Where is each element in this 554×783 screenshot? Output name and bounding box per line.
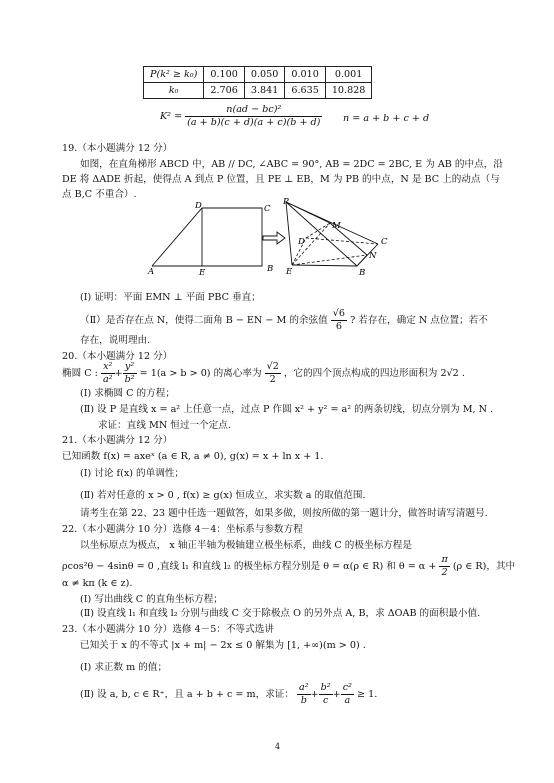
y-term-fraction <box>123 361 137 386</box>
q19-part2-text: （Ⅱ）是否存在点 N，使得二面角 B − EN − M 的余弦值 <box>80 314 328 326</box>
label-E-folded: E <box>286 267 293 277</box>
q19-figures <box>140 198 540 280</box>
cosine-fraction <box>331 308 347 333</box>
q21-heading: 21.（本小题满分 12 分） <box>62 435 173 446</box>
table-cell: 6.635 <box>285 83 325 99</box>
term-a-fraction <box>297 682 311 707</box>
table-cell: 10.828 <box>325 83 372 99</box>
formula-numerator: n(ad − bc)² <box>185 104 322 117</box>
eccentricity-den: 2 <box>269 373 276 385</box>
term-c-den: a <box>344 694 351 706</box>
q20-stem: 椭圆 C : $\frac{\text{x²}}{\text{a²}}$ + $\frac{\text{y²}}{\text{b²}}$ = 1(a > b > 0) 的离心率为 $\frac{√2}{2}$ ，它的四个顶点构成的四边形面积为 2√2 . <box>62 361 465 385</box>
q23-part2-tail: ≥ 1. <box>357 688 378 700</box>
q22-stem-line3: α ≠ kπ (k ∈ z). <box>62 578 133 589</box>
q19-part1: (Ⅰ) 证明：平面 EMN ⊥ 平面 PBC 垂直； <box>80 292 261 303</box>
q22-stem-text: ρcos²θ − 4sinθ = 0 ,直线 l₁ 和直线 l₂ 的极坐标方程分别是 θ = α(ρ ∈ R) 和 θ = α + <box>62 560 437 572</box>
q21-stem: 已知函数 f(x) = axeˣ (a ∈ R, a ≠ 0), g(x) = x + ln x + 1. <box>62 451 324 462</box>
q23-stem: 已知关于 x 的不等式 |x + m| − 2x ≤ 0 解集为 [1, +∞)(m > 0) . <box>80 640 366 651</box>
label-M: M <box>332 221 341 231</box>
n-definition: n = a + b + c + d <box>343 113 430 124</box>
x-term-den: a² <box>102 373 113 385</box>
q20-stem-text: 椭圆 C : <box>62 367 98 379</box>
q21-part2: (Ⅱ) 若对任意的 x > 0 , f(x) ≥ g(x) 恒成立，求实数 a 的取值范围. <box>80 490 366 501</box>
q20-part2-cont: 求证：直线 MN 恒过一个定点. <box>98 420 231 431</box>
q19-part2 <box>80 308 488 333</box>
q22-heading: 22.（本小题满分 10 分）选修 4－4：坐标系与参数方程 <box>62 524 303 535</box>
formula-fraction <box>185 104 322 129</box>
term-a-num: a² <box>299 682 309 693</box>
y-term-num: y² <box>123 361 137 374</box>
q21-part1: (Ⅰ) 讨论 f(x) 的单调性； <box>80 468 185 479</box>
cosine-denominator: 6 <box>335 320 342 332</box>
label-D-folded: D <box>298 237 305 247</box>
label-D: D <box>195 201 202 211</box>
q19-stem-line2: DE 将 ΔADE 折起，使得点 A 到点 P 位置，且 PE ⊥ EB，M 为 PB 的中点，N 是 BC 上的动点（与 <box>62 174 500 185</box>
q20-heading: 20.（本小题满分 12 分） <box>62 351 173 362</box>
page-number: 4 <box>275 742 281 751</box>
table-cell: 3.841 <box>244 83 284 99</box>
eccentricity-num: √2 <box>266 361 279 372</box>
term-b-den: c <box>322 694 329 706</box>
q22-stem-line2 <box>62 554 515 579</box>
table-row <box>144 67 372 83</box>
k-squared-formula <box>160 104 322 129</box>
x-term-fraction <box>101 361 115 386</box>
label-B-folded: B <box>359 268 366 278</box>
term-c-num: c² <box>342 682 352 693</box>
table-cell: 0.001 <box>325 67 372 83</box>
q19-heading: 19.（本小题满分 12 分） <box>62 143 173 154</box>
table-cell: 0.010 <box>285 67 325 83</box>
y-term-den: b² <box>124 373 135 385</box>
choose-question-note: 请考生在第 22、23 题中任选一题做答，如果多做，则按所做的第一题计分，做答时请写清题号. <box>80 508 488 519</box>
pi-half-num: π <box>441 554 448 565</box>
q20-stem-tail: ，它的四个顶点构成的四边形面积为 2√2 . <box>283 367 465 379</box>
label-P: P <box>283 198 289 207</box>
trapezoid-figure <box>152 208 262 266</box>
cosine-numerator: √6 <box>332 308 345 319</box>
table-cell: 0.100 <box>204 67 244 83</box>
q23-part2: (Ⅱ) 设 a, b, c ∈ R⁺，且 a + b + c = m，求证： $\frac{\text{a²}}{b}$ + $\frac{\text{b²}}{c}$ + $\frac{\text{c²}}{a}$ ≥ 1. <box>80 682 378 706</box>
q22-stem-tail: (ρ ∈ R)，其中 <box>452 560 516 572</box>
eccentricity-fraction <box>265 361 281 386</box>
table-cell: k₀ <box>144 83 204 99</box>
label-A: A <box>148 267 155 277</box>
label-C-folded: C <box>381 237 388 247</box>
q20-stem-mid: = 1(a > b > 0) 的离心率为 <box>139 367 262 379</box>
label-N: N <box>369 251 377 261</box>
table-cell: 2.706 <box>204 83 244 99</box>
term-a-den: b <box>300 694 307 706</box>
q23-heading: 23.（本小题满分 10 分）选修 4－5：不等式选讲 <box>62 624 274 635</box>
q19-stem-line3: 点 B,C 不重合）. <box>62 189 137 200</box>
q19-part2-tail: ? 若存在，确定 N 点位置；若不 <box>350 314 488 326</box>
q23-part1: (Ⅰ) 求正数 m 的值； <box>80 662 168 673</box>
arrow-icon <box>263 232 285 244</box>
table-cell: P(k² ≥ k₀) <box>144 67 204 83</box>
term-b-num: b² <box>320 682 331 693</box>
formula-denominator: (a + b)(c + d)(a + c)(b + d) <box>187 116 321 128</box>
pi-half-den: 2 <box>441 566 448 578</box>
term-b-fraction <box>319 682 333 707</box>
critical-value-table <box>143 66 372 99</box>
x-term-num: x² <box>101 361 115 374</box>
label-B: B <box>267 264 274 274</box>
q22-part2: (Ⅱ) 设直线 l₁ 和直线 l₂ 分别与曲线 C 交于除极点 O 的另外点 A, B，求 ΔOAB 的面积最小值. <box>80 608 481 619</box>
q23-part2-text: (Ⅱ) 设 a, b, c ∈ R⁺，且 a + b + c = m，求证： <box>80 688 294 700</box>
q22-stem-line1: 以坐标原点为极点， x 轴正半轴为极轴建立极坐标系，曲线 C 的极坐标方程是 <box>80 540 412 551</box>
formula-lhs: K² = <box>160 110 183 122</box>
q19-part2-cont: 存在，说明理由. <box>80 335 151 346</box>
table-row <box>144 83 372 99</box>
label-E: E <box>199 268 206 278</box>
pi-half-fraction <box>439 554 449 579</box>
table-cell: 0.050 <box>244 67 284 83</box>
term-c-fraction <box>341 682 354 707</box>
label-C: C <box>264 204 271 214</box>
q20-part2: (Ⅱ) 设 P 是直线 x = a² 上任意一点，过点 P 作圆 x² + y² = a² 的两条切线，切点分别为 M, N . <box>80 404 494 415</box>
q20-part1: (Ⅰ) 求椭圆 C 的方程； <box>80 388 175 399</box>
q22-part1: (Ⅰ) 写出曲线 C 的直角坐标方程； <box>80 594 223 605</box>
q19-stem-line1: 如图，在直角梯形 ABCD 中，AB // DC, ∠ABC = 90°, AB = 2DC = 2BC, E 为 AB 的中点，沿 <box>80 159 503 170</box>
